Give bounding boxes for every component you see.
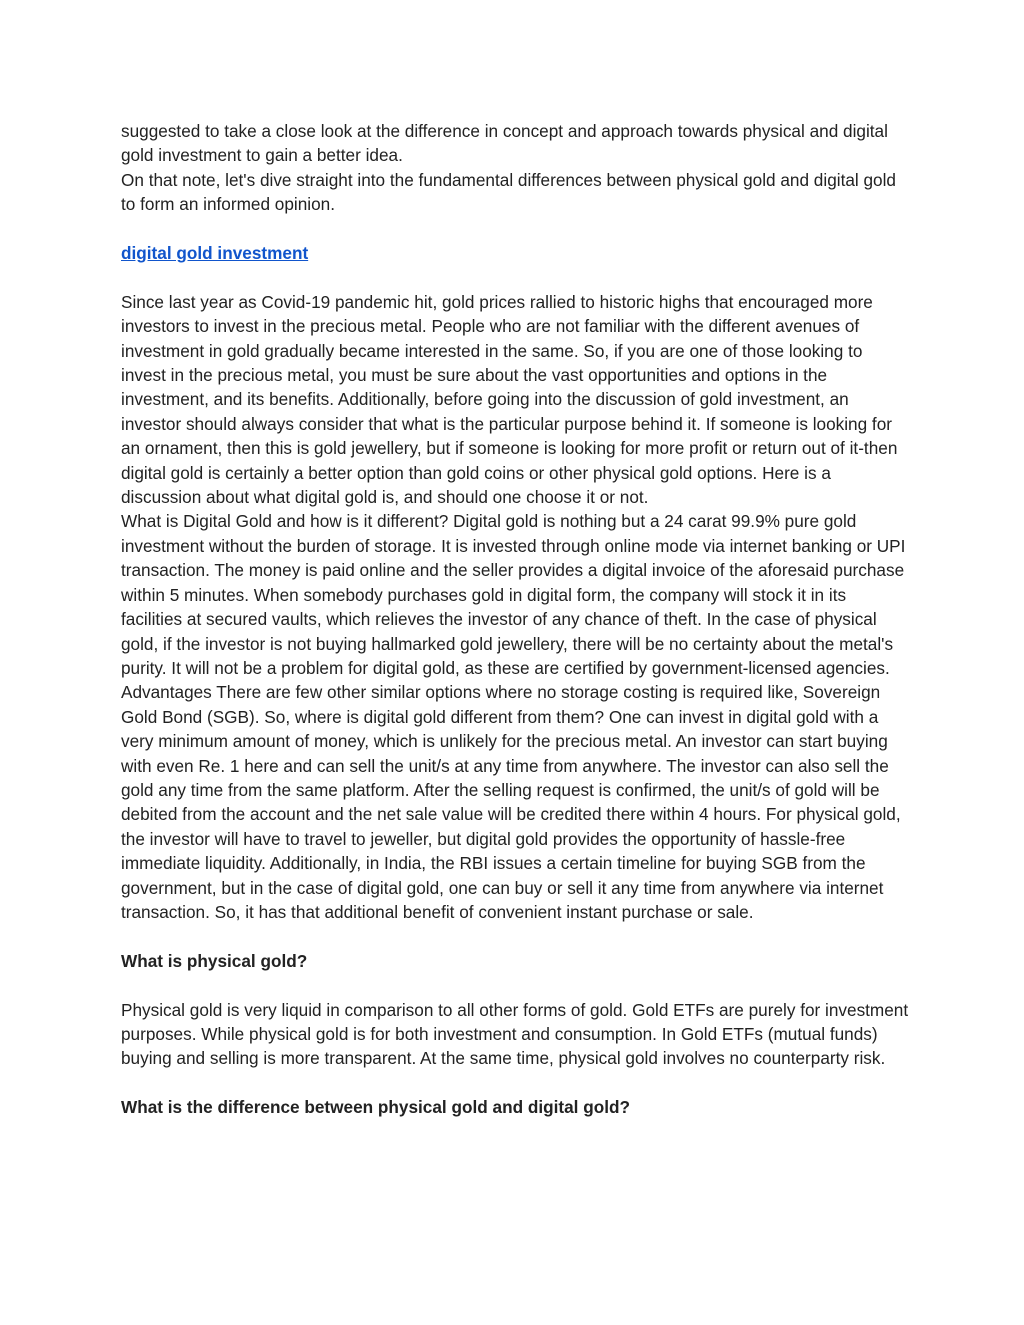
- spacer: [121, 973, 911, 997]
- intro-paragraph-2: On that note, let's dive straight into the fundamental differences between physical gold and digital gold to form an informed opinion.: [121, 169, 896, 215]
- body-paragraph-2: What is Digital Gold and how is it different? Digital gold is nothing but a 24 carat 99.9% pure gold investment without the burden of storage. It is invested through online mode via internet banking or UPI transaction. The money is paid online and the seller provides a digital invoice of the aforesaid purchase within 5 minutes. When somebody purchases gold in digital form, the company will stock it in its facilities at secured vaults, which relieves the investor of any chance of theft. In the case of physical gold, if the investor is not buying hallmarked gold jewellery, there will be no certainty about the metal's purity. It will not be a problem for digital gold, as these are certified by government-licensed agencies. Advantages There are few other similar options where no storage costing is required like, Sovereign Gold Bond (SGB). So, where is digital gold different from them? One can invest in digital gold with a very minimum amount of money, which is unlikely for the precious metal. An investor can start buying with even Re. 1 here and can sell the unit/s at any time from anywhere. The investor can also sell the gold any time from the same platform. After the selling request is confirmed, the unit/s of gold will be debited from the account and the net sale value will be credited there within 4 hours. For physical gold, the investor will have to travel to jeweller, but digital gold provides the opportunity of hassle-free immediate liquidity. Additionally, in India, the RBI issues a certain timeline for buying SGB from the government, but in the case of digital gold, one can buy or sell it any time from anywhere via internet transaction. So, it has that additional benefit of convenient instant purchase or sale.: [121, 511, 906, 922]
- heading-physical-gold: What is physical gold?: [121, 950, 308, 971]
- document-page: [121, 119, 911, 1120]
- spacer: [121, 1071, 911, 1095]
- body-paragraph-3: Physical gold is very liquid in comparison to all other forms of gold. Gold ETFs are purely for investment purposes. While physical gold is for both investment and consumption. In Gold ETFs (mutual funds) buying and selling is more transparent. At the same time, physical gold involves no counterparty risk.: [121, 999, 909, 1069]
- digital-gold-investment-link[interactable]: digital gold investment: [121, 243, 309, 264]
- intro-paragraph-1: suggested to take a close look at the difference in concept and approach towards physical and digital gold investment to gain a better idea.: [121, 121, 888, 166]
- spacer: [121, 265, 911, 289]
- link-paragraph: [121, 241, 911, 265]
- body-paragraph-1: Since last year as Covid-19 pandemic hit, gold prices rallied to historic highs that encouraged more investors to invest in the precious metal. People who are not familiar with the different avenues of investment in gold gradually became interested in the same. So, if you are one of those looking to invest in the precious metal, you must be sure about the vast opportunities and options in the investment, and its benefits. Additionally, before going into the discussion of gold investment, an investor should always consider that what is the particular purpose behind it. If someone is looking for an ornament, then this is gold jewellery, but if someone is looking for more profit or return out of it‐then digital gold is certainly a better option than gold coins or other physical gold options. Here is a discussion about what digital gold is, and should one choose it or not.: [121, 291, 898, 508]
- spacer: [121, 924, 911, 948]
- spacer: [121, 217, 911, 241]
- heading-difference: What is the difference between physical gold and digital gold?: [121, 1097, 630, 1118]
